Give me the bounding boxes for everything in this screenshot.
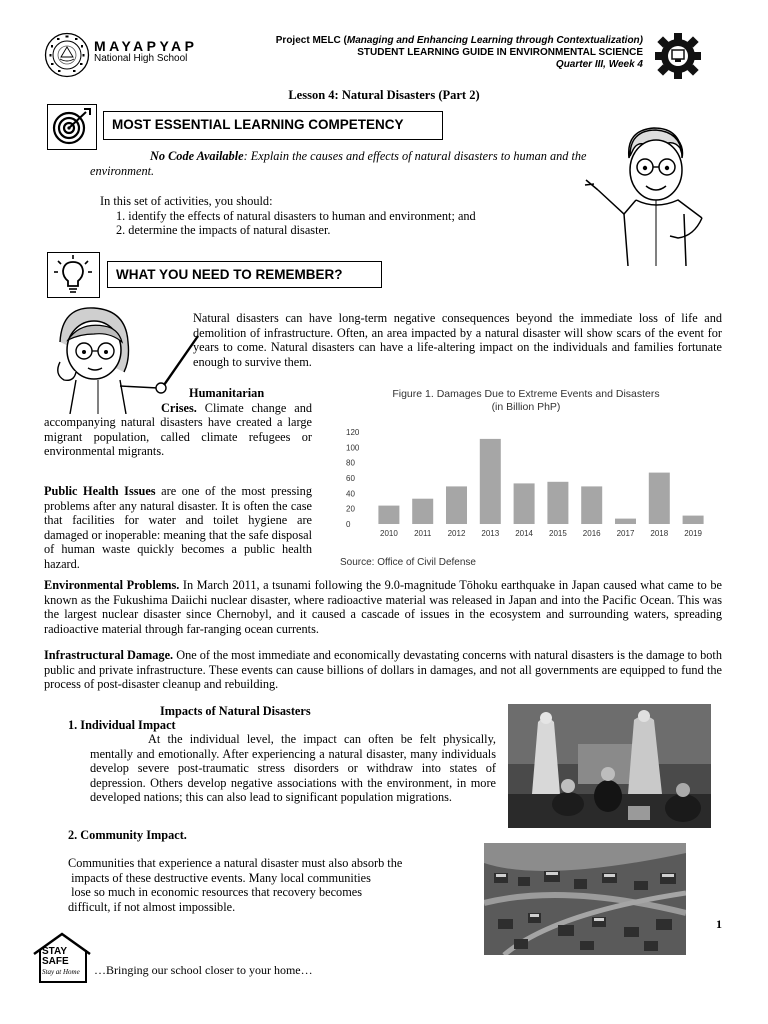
x-tick-label: 2010 [380,529,398,538]
individual-impact-title: 1. Individual Impact [68,718,176,732]
community-impact-photo [484,843,686,955]
community-impact-title: 2. Community Impact. [68,828,187,842]
project-italic: Managing and Enhancing Learning through Contextualization) [346,35,643,46]
stay-safe-text-1: STAY [42,946,68,957]
chart-bar [649,473,670,524]
environment-section [44,578,722,636]
chart-bar [683,516,704,524]
community-line-4: difficult, if not almost impossible. [68,899,236,914]
melc-heading: MOST ESSENTIAL LEARNING COMPETENCY [103,111,443,140]
chart-source: Source: Office of Civil Defense [340,557,476,568]
code-text: : Explain the causes and effects of natural disasters to human and the environment. [90,149,587,178]
code-label: No Code Available [150,149,244,163]
melc-intro: In this set of activities, you should: [100,194,273,208]
infrastructure-section [44,648,722,692]
x-tick-label: 2015 [549,529,567,538]
chart-title: Figure 1. Damages Due to Extreme Events and Disasters [392,388,660,400]
header-block [183,35,643,71]
humanitarian-text: Climate change and accompanying natural disasters have created a large migrant population, called climate refugees or environmental migrants. [44,400,312,459]
x-tick-label: 2012 [447,529,466,538]
x-tick-label: 2016 [582,529,601,538]
community-impact-text [68,856,478,914]
humanitarian-section [44,386,312,459]
chart-bar [412,499,433,524]
lesson-title: Lesson 4: Natural Disasters (Part 2) [288,88,480,102]
x-tick-label: 2019 [684,529,702,538]
community-line-1: Communities that experience a natural disaster must also absorb the [68,856,403,870]
infrastructure-text: One of the most immediate and economically devastating concerns with natural disasters is the damage to both public and private infrastructure. These events can cause billions of dollars in damages, and not all governments are equipped to fund the process of post-disaster cleanup and rebuilding. [44,648,722,692]
teacher-illustration [584,118,724,268]
humanitarian-title-1-text: Humanitarian [189,386,265,400]
chart-bar [446,486,467,524]
chart-bar [480,439,501,524]
project-line [183,35,643,47]
chart-bar [514,483,535,524]
humanitarian-title-1 [44,386,312,401]
guide-title: STUDENT LEARNING GUIDE IN ENVIRONMENTAL SCIENCE [357,47,643,58]
humanitarian-body [44,401,312,459]
y-tick-label: 0 [346,520,351,529]
y-tick-label: 60 [346,474,355,483]
chart-bar [547,482,568,524]
stay-safe-text-3: Stay at Home [42,968,80,976]
humanitarian-title-2: Crises. [161,400,197,415]
environment-title: Environmental Problems. [44,578,180,592]
lightbulb-icon-box [47,252,100,298]
melc-statement [90,149,590,179]
chart-bar [615,519,636,524]
remember-intro: Natural disasters can have long-term negative consequences beyond the immediate loss of life and demolition of infrastructure. Often, an area impacted by a natural disaster will show scars of the event for years to come. Natural disasters can have a life-altering impact on the individuals and families fortunate enough to survive them. [193,311,722,369]
school-seal [44,32,90,78]
quarter-week: Quarter III, Week 4 [555,59,643,70]
stay-safe-text-2: SAFE [42,956,69,967]
y-tick-label: 40 [346,489,355,499]
melc-item-1: 1. identify the effects of natural disasters to human and environment; and [116,209,476,223]
damages-chart [336,384,716,572]
health-text: are one of the most pressing problems after any natural disaster. It is often the case that facilities for water and toilet hygiene are damaged or inoperable: meaning that the safe disposal of human waste quickly becomes a public health hazard. [44,484,312,571]
x-tick-label: 2013 [481,529,500,538]
x-tick-label: 2011 [414,529,432,538]
community-line-3: lose so much in economic resources that recovery becomes [68,885,362,900]
y-tick-label: 120 [346,428,360,437]
y-tick-label: 100 [346,443,360,453]
y-tick-label: 80 [346,458,355,468]
chart-bar [378,506,399,524]
gear-logo [650,30,706,82]
target-icon-box [47,104,97,150]
environment-text: In March 2011, a tsunami following the 9.0-magnitude Tōhoku earthquake in Japan caused what came to be known as the Fukushima Daiichi nuclear disaster, where radioactive material was released in Japan and into the Pacific Ocean. This was the largest nuclear disaster since Chernobyl, and it caused a cascade of issues in the ecosystem and surrounding waters, spreading radioactive material through far-ranging ocean currents. [44,578,722,636]
chart-subtitle: (in Billion PhP) [491,401,561,413]
community-line-2: impacts of these destructive events. Many local communities [68,870,371,885]
melc-item-2: 2. determine the impacts of natural disaster. [116,223,331,237]
impacts-heading: Impacts of Natural Disasters [160,704,311,718]
x-tick-label: 2018 [650,529,669,538]
footer-tagline: …Bringing our school closer to your home… [94,963,313,977]
lightbulb-icon [48,253,98,296]
health-title: Public Health Issues [44,484,156,498]
infrastructure-title: Infrastructural Damage. [44,648,174,662]
individual-impact-text: At the individual level, the impact can often be felt physically, mentally and emotionally. After experiencing a natural disaster, many individuals develop severe post-traumatic stress disorders or withdraw into states of depression. Others develop negative associations with the environment, in more developed nations; this can also lead to significant population migrations. [90,732,496,805]
remember-heading: WHAT YOU NEED TO REMEMBER? [107,261,382,288]
school-subname: National High School [94,53,188,64]
target-icon [48,105,95,148]
project-prefix: Project MELC ( [275,35,347,46]
individual-impact-photo [508,704,711,828]
y-tick-label: 20 [346,504,355,514]
health-section [44,484,312,572]
x-tick-label: 2014 [515,529,533,538]
chart-svg [336,384,716,572]
chart-bar [581,486,602,524]
x-tick-label: 2017 [616,529,635,538]
page-number: 1 [716,917,722,931]
school-name: MAYAPYAP [94,38,198,54]
